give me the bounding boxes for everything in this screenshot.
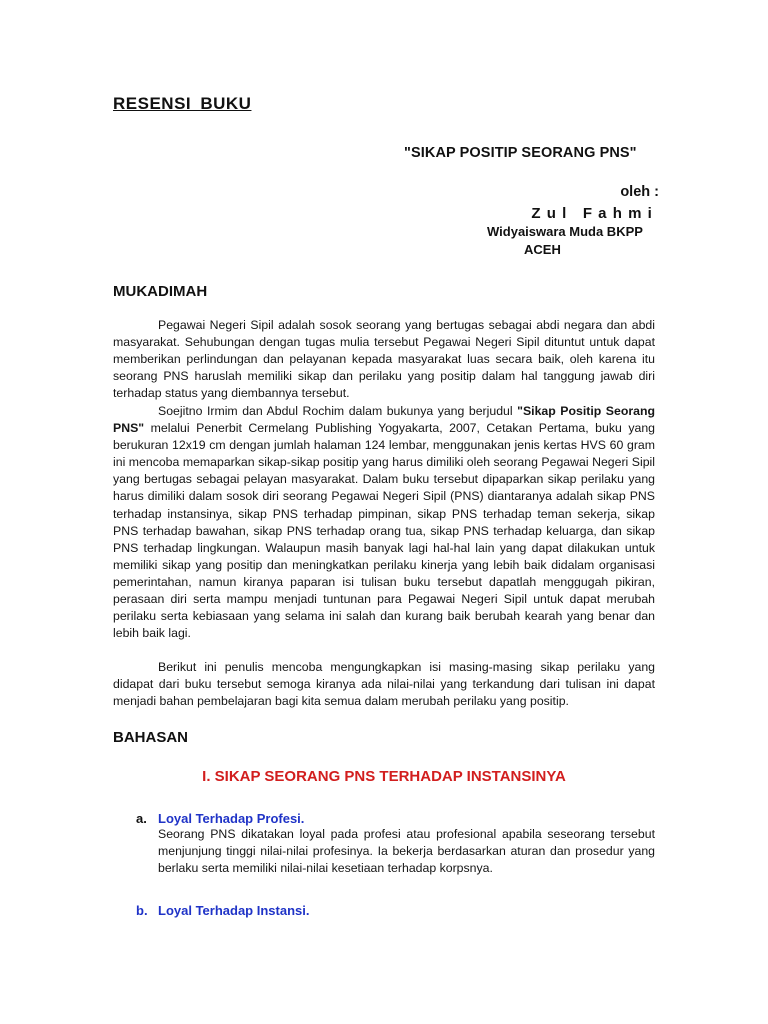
author-name: Zul Fahmi [531, 205, 658, 222]
book-title: "SIKAP POSITIP SEORANG PNS" [404, 145, 637, 161]
list-item-b-label: Loyal Terhadap Instansi. [158, 903, 310, 918]
list-item-a-label: Loyal Terhadap Profesi. [158, 811, 305, 826]
bahasan-heading: BAHASAN [113, 729, 188, 746]
by-label: oleh : [620, 184, 659, 200]
list-marker-b: b. [136, 903, 148, 918]
list-item-b [136, 903, 309, 918]
list-marker-a: a. [136, 811, 147, 826]
author-affiliation: Widyaiswara Muda BKPP [487, 224, 643, 239]
mukadimah-heading: MUKADIMAH [113, 283, 208, 300]
book-title-inline: "Sikap Positip Seorang PNS" [113, 404, 655, 436]
mukadimah-paragraph-3: Berikut ini penulis mencoba mengungkapkan isi masing-masing sikap perilaku yang didapat dari buku tersebut semoga kiranya ada nilai-nilai yang terkandung dari tulisan ini dapat menjadi bahan pembelajaran bagi kita semua dalam merubah perilaku yang positip. [113, 660, 655, 709]
paragraph-2-body: melalui Penerbit Cermelang Publishing Yogyakarta, 2007, Cetakan Pertama, buku yang berukuran 12x19 cm dengan jumlah halaman 124 lembar, menggunakan jenis kertas HVS 60 gram ini mencoba memaparkan sikap-sikap positip yang harus dimiliki oleh seorang Pegawai Negeri Sipil yang bertugas sebagai pelayan masyarakat. Dalam buku tersebut dipaparkan sikap perilaku yang harus dimiliki dalam sosok diri seorang Pegawai Negeri Sipil (PNS) diantaranya adalah sikap PNS terhadap instansinya, sikap PNS terhadap pimpinan, sikap PNS terhadap teman sekerja, sikap PNS terhadap bawahan, sikap PNS terhadap orang tua, sikap PNS terhadap keluarga, dan sikap PNS terhadap lingkungan. Walaupun masih banyak lagi hal-hal lain yang dapat dilakukan untuk memiliki sikap yang positip dan meningkatkan perilaku kinerja yang lebih baik didalam organisasi pemerintahan, namun kiranya paparan isi tulisan buku tersebut dapatlah menggugah pikiran, perasaan diri serta mampu menjadi tuntunan para Pegawai Negeri Sipil untuk dapat merubah perilaku serta kebiasaan yang selama ini salah dan kurang baik berubah kearah yang benar dan lebih baik lagi. [113, 421, 655, 641]
mukadimah-paragraph-2 [113, 403, 655, 642]
section-title: I. SIKAP SEORANG PNS TERHADAP INSTANSINYA [202, 768, 566, 785]
mukadimah-paragraph-1: Pegawai Negeri Sipil adalah sosok seorang yang bertugas sebagai abdi negara dan abdi masyarakat. Sehubungan dengan tugas mulia tersebut Pegawai Negeri Sipil dituntut untuk dapat memberikan perlindungan dan pelayanan kepada masyarakat luas secara baik, oleh karena itu seorang PNS haruslah memiliki sikap dan perilaku yang positip dalam hal tanggung jawab diri terhadap status yang diembannya tersebut. [113, 318, 655, 401]
list-item-a-text: Seorang PNS dikatakan loyal pada profesi atau profesional apabila seseorang tersebut menjunjung tinggi nilai-nilai profesinya. Ia bekerja berdasarkan aturan dan prosedur yang berlaku serta memiliki nilai-nilai kesetiaan terhadap korpsnya. [158, 827, 655, 876]
list-item-a [136, 811, 304, 826]
document-title: RESENSI BUKU [113, 94, 252, 113]
author-region: ACEH [524, 242, 561, 257]
paragraph-2-lead: Soejitno Irmim dan Abdul Rochim dalam bukunya yang berjudul [158, 404, 518, 418]
